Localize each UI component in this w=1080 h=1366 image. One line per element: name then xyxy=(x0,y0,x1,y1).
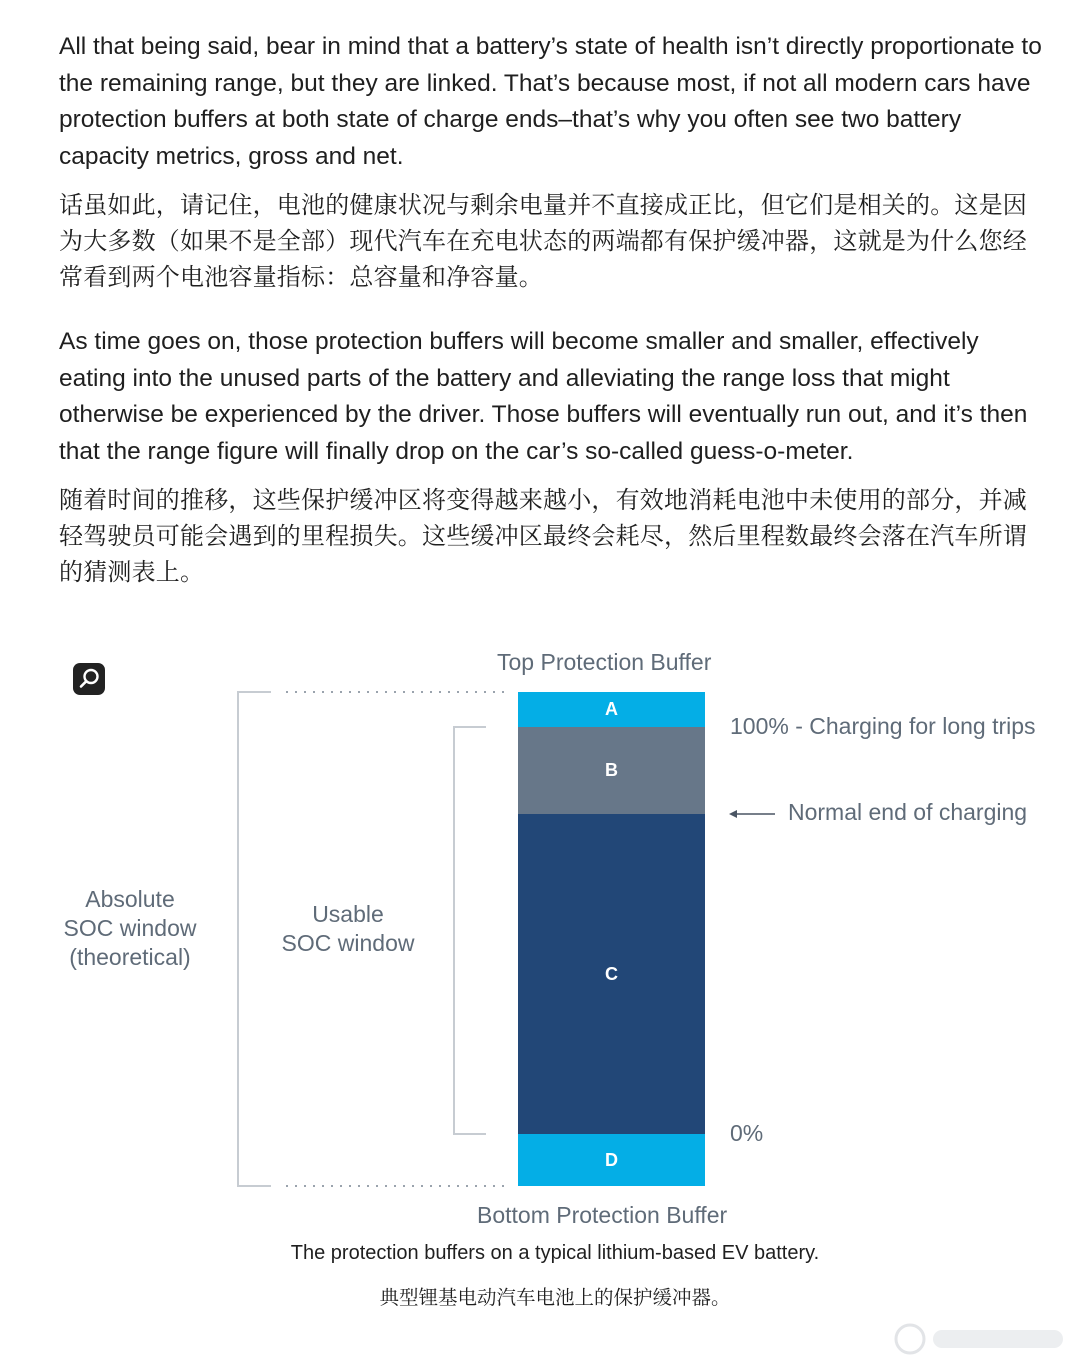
bottom-protection-buffer-label: Bottom Protection Buffer xyxy=(477,1202,728,1228)
segment-b xyxy=(518,727,705,814)
absolute-soc-window-label xyxy=(50,885,210,972)
paragraph-1-zh: 话虽如此，请记住，电池的健康状况与剩余电量并不直接成正比，但它们是相关的。这是因为大多数（如果不是全部）现代汽车在充电状态的两端都有保护缓冲器，这就是为什么您经常看到两个电池容量指标：总容量和净容量。 xyxy=(59,191,1027,291)
magnifier-icon xyxy=(73,663,105,695)
usable-soc-window-label xyxy=(268,900,428,958)
label-100-percent: 100% - Charging for long trips xyxy=(730,713,1036,739)
absolute-line-1: Absolute xyxy=(85,886,175,912)
segment-a-label: A xyxy=(605,699,618,719)
figure-caption-zh: 典型锂基电动汽车电池上的保护缓冲器。 xyxy=(379,1286,731,1309)
normal-end-arrow-head xyxy=(729,810,737,818)
segment-c-label: C xyxy=(605,963,618,984)
zoom-button[interactable] xyxy=(73,663,105,695)
absolute-line-3: (theoretical) xyxy=(69,944,191,970)
segment-c xyxy=(518,814,705,1134)
segment-d-label: D xyxy=(605,1149,618,1170)
paragraph-2-zh: 随着时间的推移，这些保护缓冲区将变得越来越小，有效地消耗电池中未使用的部分，并减轻驾驶员可能会遇到的里程损失。这些缓冲区最终会耗尽，然后里程数最终会落在汽车所谓的猜测表上。 xyxy=(59,486,1027,586)
usable-line-1: Usable xyxy=(312,901,384,927)
label-normal-end: Normal end of charging xyxy=(788,799,1028,825)
figure-caption-en: The protection buffers on a typical lithium-based EV battery. xyxy=(290,1242,820,1264)
absolute-window-bracket xyxy=(238,692,271,1186)
segment-d xyxy=(518,1134,705,1186)
usable-window-bracket xyxy=(454,727,486,1134)
segment-b-label: B xyxy=(605,760,618,780)
top-protection-buffer-label: Top Protection Buffer xyxy=(497,649,712,675)
usable-line-2: SOC window xyxy=(281,930,415,956)
paragraph-1-en: All that being said, bear in mind that a battery’s state of health isn’t directly proportionate to the remaining range, but they are linked. That’s because most, if not all modern cars have protection buffers at both state of charge ends–that’s why you often see two battery capacity metrics, gross and net. xyxy=(59,33,1042,170)
label-0-percent: 0% xyxy=(730,1120,764,1146)
watermark-icon xyxy=(893,1322,1073,1356)
segment-a xyxy=(518,692,705,727)
absolute-line-2: SOC window xyxy=(63,915,197,941)
paragraph-2-en: As time goes on, those protection buffers will become smaller and smaller, effectively eating into the unused parts of the battery and alleviating the range loss that might otherwise be experienced by the driver. Those buffers will eventually run out, and it’s then that the range figure will finally drop on the car’s so-called guess-o-meter. xyxy=(59,328,1028,465)
